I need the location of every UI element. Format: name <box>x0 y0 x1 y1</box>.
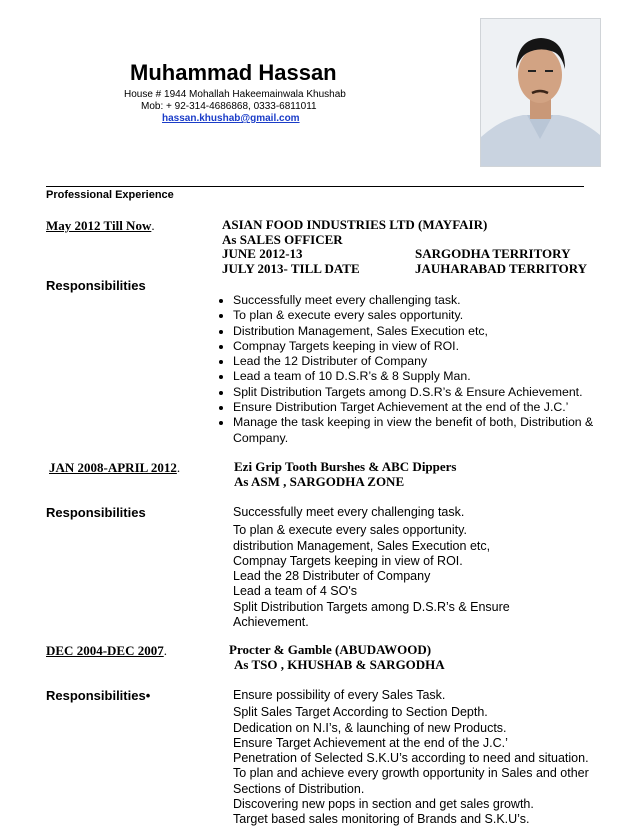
list-item: Discovering new pops in section and get sales growth. <box>233 797 534 812</box>
job-date-suffix: . <box>176 460 181 475</box>
list-item: • Ensure Distribution Target Achievement at the end of the J.C.’ <box>233 400 605 415</box>
mobile-numbers: Mob: + 92-314-4686868, 0333-6811011 <box>141 101 317 112</box>
list-item: • Compnay Targets keeping in view of ROI. <box>233 339 605 354</box>
list-item: • Lead the 12 Distributer of Company <box>233 354 605 369</box>
list-item: Ensure possibility of every Sales Task. <box>233 688 446 702</box>
list-item: To plan & execute every sales opportunity. <box>233 523 467 538</box>
list-item: Dedication on N.I’s, & launching of new Products. <box>233 720 507 735</box>
responsibilities-label-3: Responsibilities• <box>46 688 151 703</box>
list-item: • Manage the task keeping in view the benefit of both, Distribution & Company. <box>233 415 605 446</box>
list-item: • Split Distribution Targets among D.S.R’s & Ensure Achievement. <box>233 385 605 400</box>
job-date-text: JAN 2008-APRIL 2012 <box>49 460 177 475</box>
list-item: Split Distribution Targets among D.S.R’s & Ensure <box>233 599 510 614</box>
job-role-2: As ASM , SARGODHA ZONE <box>234 474 405 489</box>
responsibilities-list-3 <box>233 688 589 828</box>
profile-photo <box>480 18 601 167</box>
list-item: Ensure Target Achievement at the end of the J.C.’ <box>233 735 508 750</box>
job-date-1 <box>46 217 155 235</box>
job-date-text: DEC 2004-DEC 2007 <box>46 643 164 658</box>
job-company-3: Procter & Gamble (ABUDAWOOD) <box>229 642 432 657</box>
job-date-text: May 2012 Till Now <box>46 218 152 233</box>
list-item: Sections of Distribution. <box>233 781 365 796</box>
job-period-range: JUNE 2012-13 <box>222 246 303 261</box>
list-item: Penetration of Selected S.K.U’s according to need and situation. <box>233 751 589 766</box>
job-role-3: As TSO , KHUSHAB & SARGODHA <box>234 657 445 672</box>
job-period-territory: JAUHARABAD TERRITORY <box>415 261 588 276</box>
list-item: Lead a team of 4 SO's <box>233 584 357 599</box>
responsibilities-label-2: Responsibilities <box>46 505 146 520</box>
address: House # 1944 Mohallah Hakeemainwala Khushab <box>124 89 346 100</box>
job-date-suffix: . <box>163 643 167 658</box>
job-role-1: As SALES OFFICER <box>222 232 343 247</box>
list-item: To plan and achieve every growth opportunity in Sales and other <box>233 766 589 781</box>
list-item: Compnay Targets keeping in view of ROI. <box>233 553 463 568</box>
section-divider <box>46 186 584 187</box>
responsibilities-label-1: Responsibilities <box>46 278 146 293</box>
list-item: • Distribution Management, Sales Execution etc, <box>233 324 605 339</box>
job-date-3 <box>46 642 167 660</box>
job-period-range: JULY 2013- TILL DATE <box>222 261 360 276</box>
responsibilities-list-1 <box>215 293 605 446</box>
list-item: • To plan & execute every sales opportunity. <box>233 308 605 323</box>
responsibilities-list-2 <box>233 505 510 630</box>
candidate-name: Muhammad Hassan <box>130 60 337 85</box>
job-company-1: ASIAN FOOD INDUSTRIES LTD (MAYFAIR) <box>222 217 488 232</box>
list-item: • Lead a team of 10 D.S.R’s & 8 Supply Man. <box>233 369 605 384</box>
job-date-suffix: . <box>151 218 155 233</box>
email-link[interactable]: hassan.khushab@gmail.com <box>162 113 300 124</box>
list-item: distribution Management, Sales Execution etc, <box>233 538 491 553</box>
job-date-2 <box>49 459 180 477</box>
list-item: Target based sales monitoring of Brands and S.K.U’s. <box>233 812 530 827</box>
section-title: Professional Experience <box>46 189 174 201</box>
list-item: Successfully meet every challenging task. <box>233 505 465 519</box>
list-item: • Successfully meet every challenging task. <box>233 293 605 308</box>
portrait-image <box>481 19 600 166</box>
job-company-2: Ezi Grip Tooth Burshes & ABC Dippers <box>234 459 457 474</box>
job-period-territory: SARGODHA TERRITORY <box>415 246 571 261</box>
list-item: Lead the 28 Distributer of Company <box>233 569 431 584</box>
list-item: Split Sales Target According to Section Depth. <box>233 705 488 720</box>
list-item: Achievement. <box>233 615 309 630</box>
